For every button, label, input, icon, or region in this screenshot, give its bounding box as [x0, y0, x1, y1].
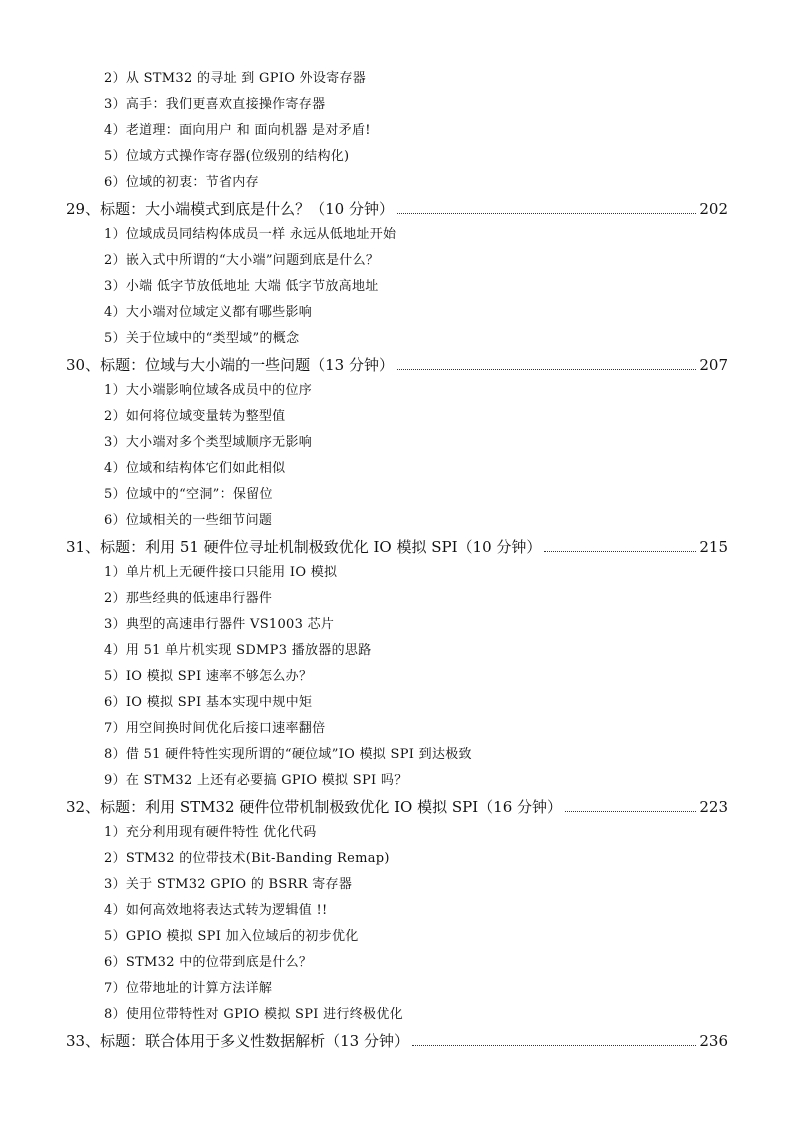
toc-subitem: 5）位域方式操作寄存器(位级别的结构化) [104, 149, 350, 164]
toc-subitem: 3）小端 低字节放低地址 大端 低字节放高地址 [104, 279, 379, 294]
chapter-title: 33、标题：联合体用于多义性数据解析（13 分钟） [66, 1032, 409, 1050]
toc-subitem: 1）位域成员同结构体成员一样 永远从低地址开始 [104, 227, 397, 242]
toc-subitem: 4）位域和结构体它们如此相似 [104, 461, 286, 476]
toc-subitem: 4）大小端对位域定义都有哪些影响 [104, 305, 313, 320]
chapter-title: 32、标题：利用 STM32 硬件位带机制极致优化 IO 模拟 SPI（16 分钟） [66, 798, 563, 816]
toc-subitem: 1）单片机上无硬件接口只能用 IO 模拟 [104, 565, 338, 580]
toc-subitem: 6）位域相关的一些细节问题 [104, 513, 273, 528]
toc-subitem: 9）在 STM32 上还有必要搞 GPIO 模拟 SPI 吗？ [104, 773, 408, 788]
toc-subitem: 5）关于位域中的“类型域”的概念 [104, 331, 300, 346]
page-number: 207 [699, 356, 728, 374]
page-number: 215 [699, 538, 728, 556]
toc-chapter-29[interactable] [0, 196, 728, 222]
page-number: 236 [699, 1032, 728, 1050]
toc-page [0, 66, 794, 1054]
page-number: 202 [699, 200, 728, 218]
toc-subitem: 6）位域的初衷：节省内存 [104, 175, 259, 190]
toc-subitem: 3）关于 STM32 GPIO 的 BSRR 寄存器 [104, 877, 353, 892]
toc-subitem: 5）IO 模拟 SPI 速率不够怎么办？ [104, 669, 313, 684]
toc-subitem: 8）使用位带特性对 GPIO 模拟 SPI 进行终极优化 [104, 1007, 403, 1022]
leader-dots [565, 810, 696, 812]
toc-subitem: 4）如何高效地将表达式转为逻辑值 !! [104, 903, 328, 918]
chapter-title: 30、标题：位域与大小端的一些问题（13 分钟） [66, 356, 394, 374]
toc-subitem: 2）从 STM32 的寻址 到 GPIO 外设寄存器 [104, 71, 367, 86]
toc-subitem: 4）用 51 单片机实现 SDMP3 播放器的思路 [104, 643, 372, 658]
page-number: 223 [699, 798, 728, 816]
toc-subitem: 3）大小端对多个类型域顺序无影响 [104, 435, 313, 450]
toc-subitem: 8）借 51 硬件特性实现所谓的“硬位域”IO 模拟 SPI 到达极致 [104, 747, 472, 762]
toc-subitem: 5）GPIO 模拟 SPI 加入位域后的初步优化 [104, 929, 359, 944]
toc-subitem: 7）用空间换时间优化后接口速率翻倍 [104, 721, 326, 736]
toc-subitem: 3）典型的高速串行器件 VS1003 芯片 [104, 617, 335, 632]
leader-dots [397, 212, 696, 214]
toc-subitem: 2）如何将位域变量转为整型值 [104, 409, 286, 424]
toc-subitem: 4）老道理：面向用户 和 面向机器 是对矛盾! [104, 123, 371, 138]
toc-subitem: 2）那些经典的低速串行器件 [104, 591, 273, 606]
leader-dots [397, 368, 696, 370]
toc-subitem: 1）大小端影响位域各成员中的位序 [104, 383, 313, 398]
toc-subitem: 3）高手：我们更喜欢直接操作寄存器 [104, 97, 326, 112]
toc-subitem: 6）STM32 中的位带到底是什么？ [104, 955, 313, 970]
toc-subitem: 5）位域中的“空洞”：保留位 [104, 487, 273, 502]
toc-chapter-32[interactable] [0, 794, 728, 820]
leader-dots [412, 1044, 696, 1046]
toc-subitem: 7）位带地址的计算方法详解 [104, 981, 273, 996]
toc-chapter-31[interactable] [0, 534, 728, 560]
toc-chapter-30[interactable] [0, 352, 728, 378]
toc-subitem: 1）充分利用现有硬件特性 优化代码 [104, 825, 317, 840]
chapter-title: 31、标题：利用 51 硬件位寻址机制极致优化 IO 模拟 SPI（10 分钟） [66, 538, 542, 556]
leader-dots [544, 550, 696, 552]
toc-subitem: 2）STM32 的位带技术(Bit-Banding Remap) [104, 851, 390, 866]
chapter-title: 29、标题：大小端模式到底是什么？（10 分钟） [66, 200, 394, 218]
toc-subitem: 2）嵌入式中所谓的“大小端”问题到底是什么？ [104, 253, 380, 268]
toc-subitem: 6）IO 模拟 SPI 基本实现中规中矩 [104, 695, 313, 710]
toc-chapter-33[interactable] [0, 1028, 728, 1054]
